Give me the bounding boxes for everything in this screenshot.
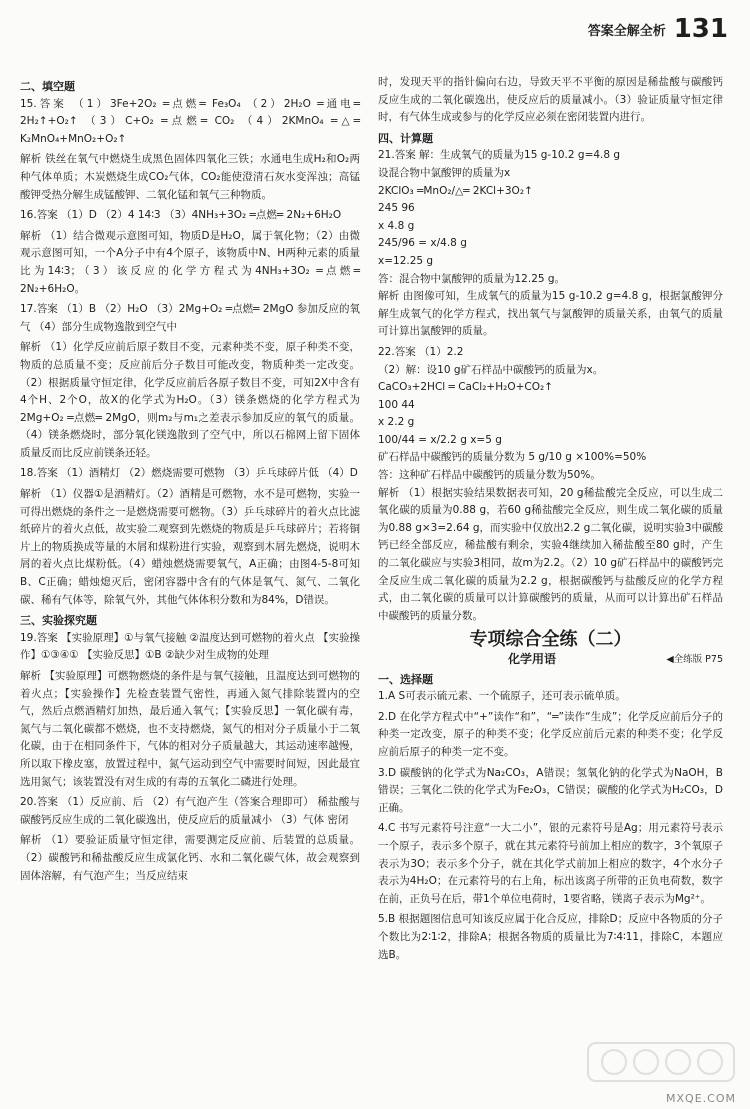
- q22-line: 22.答案 （1）2.2: [378, 345, 464, 358]
- header-label: 答案全解全析: [587, 23, 666, 39]
- explanation-15: 解析 铁丝在氧气中燃烧生成黑色固体四氧化三铁；水通电生成H₂和O₂两种气体单质；木炭燃烧生成CO₂气体，CO₂能使澄清石灰水变浑浊；高锰酸钾受热分解生成锰酸钾、二氧化锰和氧气三种物质。: [20, 153, 360, 201]
- q21-line: x=12.25 g: [378, 254, 434, 267]
- q21-equation: 2KClO₃ ═MnO₂/△═ 2KCl+3O₂↑: [378, 184, 533, 197]
- q22-equation: CaCO₃+2HCl ═ CaCl₂+H₂O+CO₂↑: [378, 381, 553, 394]
- q22-proportion: 100/44 = x/2.2 g x=5 g: [378, 433, 502, 446]
- q22-line: x 2.2 g: [378, 416, 415, 429]
- answer-15: 15.答案 （1）3Fe+2O₂ ═点燃═ Fe₃O₄ （2）2H₂O ═通电═ 2H₂↑+O₂↑ （3）C+O₂ ═点燃═ CO₂ （4）2KMnO₄ ═△═ K₂MnO₄+MnO₂+O₂↑: [20, 97, 360, 145]
- q21-line: 245 96: [378, 202, 415, 215]
- q22-line: 答：这种矿石样品中碳酸钙的质量分数为50%。: [378, 469, 601, 482]
- explanation-20-cont: 时，发现天平的指针偏向右边，导致天平不平衡的原因是稀盐酸与碳酸钙反应生成的二氧化碳逸出，使反应后的质量减小。（3）验证质量守恒定律时，有气体生成或参与的化学反应必须在密闭装置内进行。: [378, 76, 723, 124]
- answer-20: 20.答案 （1）反应前、后 （2）有气泡产生（答案合理即可） 稀盐酸与碳酸钙反应生成的二氧化碳逸出，使反应后的质量减小 （3）气体 密闭: [20, 796, 360, 826]
- answer-19: 19.答案 【实验原理】①与氧气接触 ②温度达到可燃物的着火点 【实验操作】①③④① 【实验反思】①B ②缺少对生成物的处理: [20, 631, 360, 662]
- special-subline: [378, 651, 723, 669]
- q22-line: 矿石样品中碳酸钙的质量分数为 5 g/10 g ×100%=50%: [378, 451, 647, 464]
- right-column: [378, 74, 723, 967]
- explanation-20: 解析 （1）要验证质量守恒定律，需要测定反应前、后装置的总质量。（2）碳酸钙和稀盐酸反应生成氯化钙、水和二氧化碳气体，故会观察到固体溶解，有气泡产生；当反应结束: [20, 834, 360, 882]
- special-title: 专项综合全练（二）: [469, 629, 632, 651]
- section-title: 二、填空题: [20, 80, 75, 93]
- watermark-text: MXQE.COM: [666, 1092, 736, 1105]
- special-subtitle: 化学用语: [508, 652, 557, 666]
- choice-answer-3: 3.D 碳酸钠的化学式为Na₂CO₃，A错误；氢氧化钠的化学式为NaOH，B错误；三氧化二铁的化学式为Fe₂O₃，C错误；碳酸的化学式为H₂CO₃，D正确。: [378, 766, 723, 814]
- choice-answer-5: 5.B 根据题图信息可知该反应属于化合反应，排除D；反应中各物质的分子个数比为2∶1∶2，排除A；根据各物质的质量比为7∶4∶11，排除C，本题应选B。: [378, 913, 723, 961]
- watermark-logo-icon: [586, 1039, 736, 1099]
- choice-answer-4: 4.C 书写元素符号注意“一大二小”，银的元素符号是Ag；用元素符号表示一个原子，表示多个原子，就在其元素符号前加上相应的数字，3个氧原子表示为3O；表示多个分子，就在其化学式前加上相应的数字，4个水分子表示为4H₂O；在元素符号的右上角，标出该离子所带的正负电荷数，数字在前，正负号在后，带1个单位电荷时，1要省略，镁离子表示为Mg²⁺。: [378, 822, 723, 905]
- left-column: [20, 78, 360, 888]
- section-title: 一、选择题: [378, 672, 433, 686]
- explanation-21: 解析 由图像可知，生成氧气的质量为15 g-10.2 g=4.8 g，根据氯酸钾分解生成氧气的化学方程式，找出氧气与氯酸钾的质量关系，由氧气的质量可计算出氯酸钾的质量。: [378, 290, 723, 338]
- q21-line: 答：混合物中氯酸钾的质量为12.25 g。: [378, 272, 566, 285]
- q21-line: 21.答案 解：生成氧气的质量为15 g-10.2 g=4.8 g: [378, 149, 621, 162]
- explanation-17: 解析 （1）化学反应前后原子数目不变，元素种类不变，原子种类不变，物质的总质量不变；反应前后分子数目可能改变，物质种类一定改变。（2）根据质量守恒定律，化学反应前后各原子数目不变，可知2X中含有4个H、2个O，故X的化学式为H₂O。（3）镁条燃烧的化学方程式为2Mg+O₂ ═点燃═ 2MgO，则m₂与m₁之差表示参加反应的氧气的质量。（4）镁条燃烧时，部分氧化镁逸散到了空气中，所以石棉网上留下固体质量反而比反应前镁条还轻。: [20, 341, 360, 459]
- q21-proportion: 245/96 = x/4.8 g: [378, 237, 467, 250]
- answer-17: 17.答案 （1）B （2）H₂O （3）2Mg+O₂ ═点燃═ 2MgO 参加反应的氧气 （4）部分生成物逸散到空气中: [20, 303, 360, 333]
- q21-line: x 4.8 g: [378, 219, 415, 232]
- page-header: [588, 14, 728, 44]
- section-title: 四、计算题: [378, 131, 433, 145]
- explanation-22: 解析 （1）根据实验结果数据表可知，20 g稀盐酸完全反应，可以生成二氧化碳的质量为0.88 g，若60 g稀盐酸完全反应，则生成二氧化碳的质量为0.88 g×3=2.64 g，而实验中仅放出2.2 g二氧化碳，说明实验3中碳酸钙已经全部反应，稀盐酸有剩余，实验4继续加入稀盐酸至80 g时，产生的二氧化碳应与实验3相同，故m为2.2。（2）10 g矿石样品中的碳酸钙完全反应生成二氧化碳的质量为2.2 g，根据碳酸钙与盐酸反应的化学方程式，由二氧化碳的质量可以计算碳酸钙的质量，从而可以计算出矿石样品中碳酸钙的质量分数。: [378, 486, 723, 622]
- q21-line: 设混合物中氯酸钾的质量为x: [378, 166, 511, 179]
- page-number: 131: [673, 14, 728, 44]
- section-title: 三、实验探究题: [20, 614, 97, 628]
- answer-18: 18.答案 （1）酒精灯 （2）燃烧需要可燃物 （3）乒乓球碎片低 （4）D: [20, 467, 358, 480]
- explanation-16: 解析 （1）结合微观示意图可知，物质D是H₂O，属于氧化物；（2）由微观示意图可知，一个A分子中有4个原子，该物质中N、H两种元素的质量比为14∶3；（3）该反应的化学方程式为4NH₃+3O₂ ═点燃═ 2N₂+6H₂O。: [20, 229, 360, 295]
- q22-line: 100 44: [378, 398, 415, 411]
- answer-16: 16.答案 （1）D （2）4 14∶3 （3）4NH₃+3O₂ ═点燃═ 2N₂+6H₂O: [20, 209, 342, 222]
- page-reference: ◀全练版 P75: [666, 654, 723, 665]
- choice-answer-2: 2.D 在化学方程式中“+”读作“和”，“═”读作“生成”；化学反应前后分子的种类一定改变，原子的种类不变；化学反应前后元素的种类不变；化学反应前后原子的种类一定不变。: [378, 710, 723, 758]
- explanation-19: 解析 【实验原理】可燃物燃烧的条件是与氧气接触，且温度达到可燃物的着火点；【实验操作】先检查装置气密性，再通入氮气排除装置内的空气，然后点燃酒精灯加热，最后通入氧气；【实验反思】一氧化碳有毒，氮气与二氧化碳都不燃烧，也不支持燃烧，氮气的相对分子质量小于二氧化碳，由于在相同条件下，气体的相对分子质量越大，其运动速率越慢，所以取下橡皮塞，放置过程中，氮气运动到空气中需要时间短，因此最宜选用氮气；该装置没有对生成的有毒的五氧化二磷进行处理。: [20, 670, 360, 788]
- choice-answer-1: 1.A S可表示硫元素、一个硫原子，还可表示硫单质。: [378, 690, 626, 703]
- q22-line: （2）解：设10 g矿石样品中碳酸钙的质量为x。: [378, 363, 604, 376]
- explanation-18: 解析 （1）仪器①是酒精灯。（2）酒精是可燃物，水不是可燃物，实验一可得出燃烧的条件之一是燃烧需要可燃物。（3）乒乓球碎片的着火点比滤纸碎片的着火点低，故实验二观察到先燃烧的物质是乒乓球碎片；若将铜片上的物质换成等量的木屑和煤粉进行实验，观察到木屑先燃烧，说明木屑的着火点比煤粉低。（4）蜡烛燃烧需要氧气，A正确；由图4-5-8可知B、C正确；蜡烛熄灭后，密闭容器中含有的气体是氧气、氮气、二氧化碳、稀有气体等，除氧气外，其他气体体积分数和为84%，D错误。: [20, 488, 360, 606]
